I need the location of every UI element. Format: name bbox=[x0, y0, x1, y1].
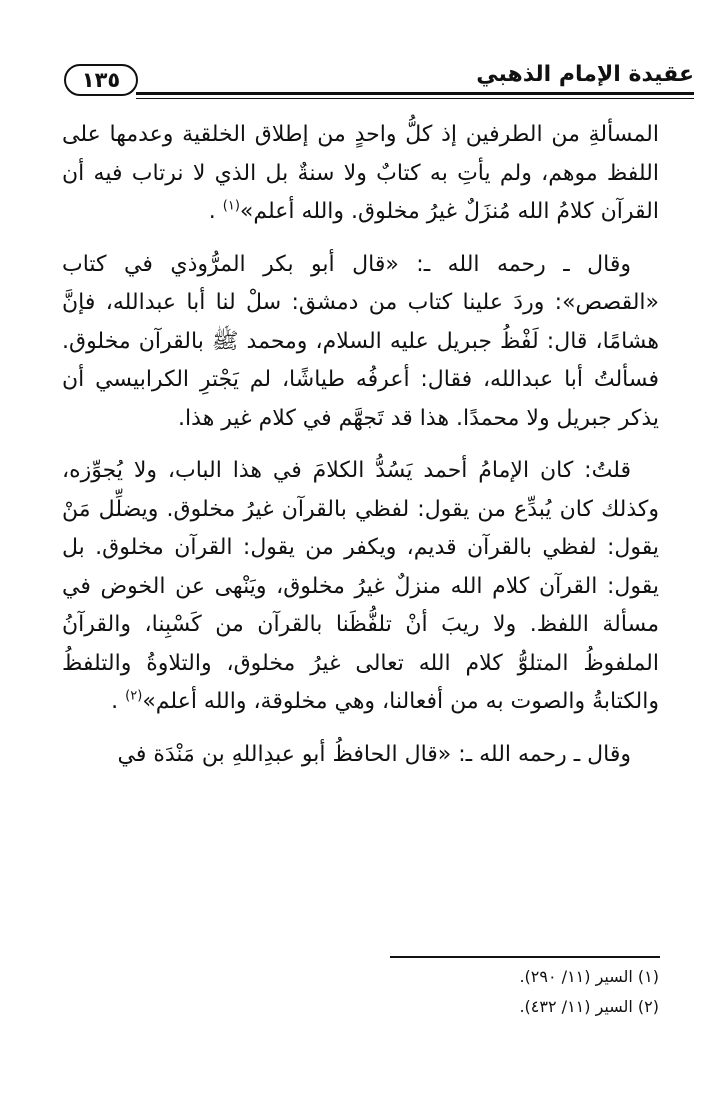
running-title: عقيدة الإمام الذهبي bbox=[476, 62, 694, 87]
page-number: ١٣٥ bbox=[64, 64, 138, 96]
footnote-ref-2: (٢) bbox=[125, 688, 143, 704]
paragraph-1: المسألةِ من الطرفين إذ كلُّ واحدٍ من إطلاق الخلقية وعدمها على اللفظ موهم، ولم يأتِ به كتابٌ ولا سنةٌ بل الذي لا نرتاب فيه أن القرآن كلامُ الله مُنزَلٌ غيرُ مخلوق. والله أعلم»$^{(١)}$ . bbox=[62, 122, 659, 224]
running-header bbox=[64, 62, 694, 102]
paragraph-3-text: قلتُ: كان الإمامُ أحمد يَسُدُّ الكلامَ في هذا الباب، ولا يُجوِّزه، وكذلك كان يُبدِّع من يقول: لفظي بالقرآن غيرُ مخلوق. ويضلِّل مَنْ يقول: لفظي بالقرآن قديم، ويكفر من يقول: القرآن مخلوق. بل يقول: القرآن كلام الله منزلٌ غيرُ مخلوق، ويَنْهى عن الخوض في مسألة اللفظ. ولا ريبَ أنْ تلفُّظَنا بالقرآن من كَسْبِنا، والقرآنُ الملفوظُ المتلوُّ كلام الله تعالى غيرُ مخلوق، والتلاوةُ والتلفظُ والكتابةُ والصوت به من أفعالنا، وهي مخلوقة، والله أعلم» bbox=[62, 458, 659, 714]
paragraph-3: قلتُ: كان الإمامُ أحمد يَسُدُّ الكلامَ في هذا الباب، ولا يُجوِّزه، وكذلك كان يُبدِّع من يقول: لفظي بالقرآن غيرُ مخلوق. ويضلِّل مَنْ يقول: لفظي بالقرآن قديم، ويكفر من يقول: القرآن مخلوق. بل يقول: القرآن كلام الله منزلٌ غيرُ مخلوق، ويَنْهى عن الخوض في مسألة اللفظ. ولا ريبَ أنْ تلفُّظَنا بالقرآن من كَسْبِنا، والقرآنُ الملفوظُ المتلوُّ كلام الله تعالى غيرُ مخلوق، والتلاوةُ والتلفظُ والكتابةُ والصوت به من أفعالنا، وهي مخلوقة، والله أعلم»$^{(٢)}$ . bbox=[62, 458, 659, 714]
footnote-2: (٢) السير (١١/ ٤٣٢). bbox=[519, 997, 659, 1016]
header-rule-thin bbox=[136, 98, 694, 99]
footnote-divider bbox=[390, 956, 660, 958]
footnote-ref-1: (١) bbox=[222, 198, 240, 214]
main-text bbox=[62, 116, 659, 774]
paragraph-4: وقال ـ رحمه الله ـ: «قال الحافظُ أبو عبدِاللهِ بن مَنْدَة في bbox=[117, 741, 631, 767]
footnotes bbox=[239, 962, 659, 1022]
footnote-1: (١) السير (١١/ ٢٩٠). bbox=[519, 967, 659, 986]
header-rule bbox=[136, 92, 694, 95]
paragraph-1-text: المسألةِ من الطرفين إذ كلُّ واحدٍ من إطلاق الخلقية وعدمها على اللفظ موهم، ولم يأتِ به كتابٌ ولا سنةٌ بل الذي لا نرتاب فيه أن القرآن كلامُ الله مُنزَلٌ غيرُ مخلوق. والله أعلم» bbox=[62, 122, 659, 224]
paragraph-2: وقال ـ رحمه الله ـ: «قال أبو بكر المرُّوذي في كتاب «القصص»: وردَ علينا كتاب من دمشق: سلْ لنا أبا عبدالله، فإنَّ هشامًا، قال: لَفْظُ جبريل عليه السلام، ومحمد ﷺ بالقرآن مخلوق. فسألتُ أبا عبدالله، فقال: أعرفُه طياشًا، لم يَجْترِ الكرابيسي أن يذكر جبريل ولا محمدًا. هذا قد تَجهَّم في كلام غير هذا. bbox=[62, 251, 659, 431]
